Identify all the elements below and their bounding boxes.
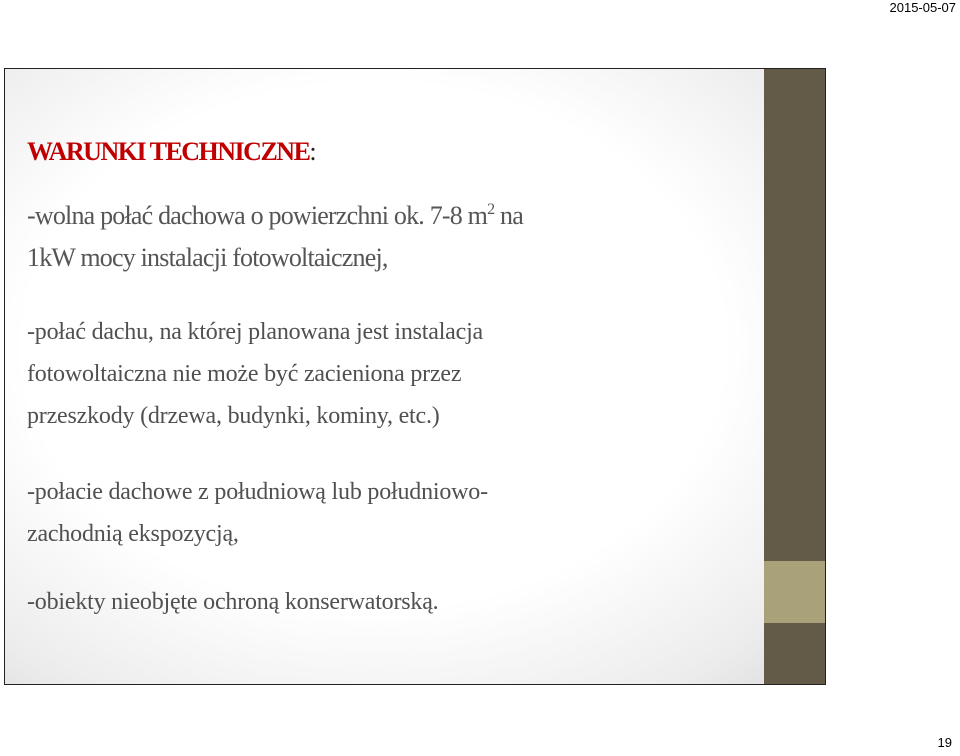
sidebar-accent-block <box>764 561 825 623</box>
slide-title <box>27 137 315 167</box>
requirement-line: -połać dachu, na której planowana jest instalacja <box>27 319 484 345</box>
requirement-line: fotowoltaiczna nie może być zacieniona przez <box>27 361 462 387</box>
slide-title-colon: : <box>309 137 316 166</box>
requirement-item-heritage <box>27 581 438 623</box>
requirement-line: -obiekty nieobjęte ochroną konserwatorską. <box>27 589 439 615</box>
requirement-line: przeszkody (drzewa, budynki, kominy, etc.) <box>27 403 440 429</box>
requirement-line: -wolna połać dachowa o powierzchni ok. 7-8 m <box>27 201 488 230</box>
slide-date: 2015-05-07 <box>889 0 956 15</box>
requirement-line: na <box>494 201 523 230</box>
requirement-line: -połacie dachowe z południową lub południowo- <box>27 479 488 505</box>
slide-title-text: WARUNKI TECHNICZNE <box>27 137 310 166</box>
requirement-item-exposure <box>27 471 488 555</box>
requirement-line: 1kW mocy instalacji fotowoltaicznej, <box>27 243 388 272</box>
requirement-item-shading <box>27 311 483 437</box>
superscript-exponent: 2 <box>487 201 495 218</box>
requirement-line: zachodnią ekspozycją, <box>27 521 239 547</box>
slide-frame <box>4 68 826 685</box>
page-number: 19 <box>937 735 952 750</box>
requirement-item-roof-area <box>27 195 523 279</box>
